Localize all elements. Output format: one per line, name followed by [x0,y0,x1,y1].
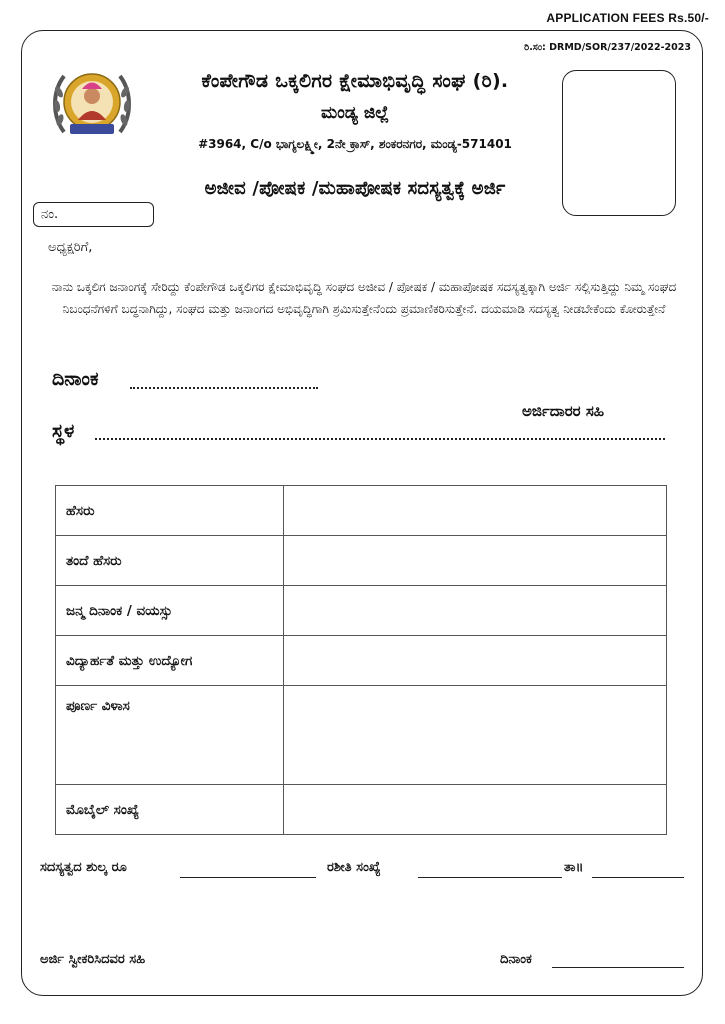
organization-name: ಕೆಂಪೇಗೌಡ ಒಕ್ಕಲಿಗರ ಕ್ಷೇಮಾಭಿವೃದ್ಧಿ ಸಂಘ (ರಿ). [201,70,509,92]
applicant-details-table [55,485,667,835]
table-row [56,686,667,785]
membership-fee-field[interactable] [180,876,316,878]
dated-label: ತಾ॥ [564,860,584,875]
application-fees: APPLICATION FEES Rs.50/- [546,11,709,25]
declaration-text: ನಾನು ಒಕ್ಕಲಿಗ ಜನಾಂಗಕ್ಕೆ ಸೇರಿದ್ದು ಕೆಂಪೇಗೌಡ ಒಕ್ಕಲಿಗರ ಕ್ಷೇಮಾಭಿವೃದ್ಧಿ ಸಂಘದ ಅಜೀವ / ಪೋಷಕ / ಮಹಾಪೋಷಕ ಸದಸ್ಯತ್ವಕ್ಕಾಗಿ ಅರ್ಜಿ ಸಲ್ಲಿಸುತ್ತಿದ್ದು ನಿಮ್ಮ ಸಂಘದ ನಿಬಂಧನೆಗಳಿಗೆ ಬದ್ಧನಾಗಿದ್ದು, ಸಂಘದ ಮತ್ತು ಜನಾಂಗದ ಅಭಿವೃದ್ಧಿಗಾಗಿ ಶ್ರಮಿಸುತ್ತೇನೆಂದು ಪ್ರಮಾಣಿಕರಿಸುತ್ತೇನೆ. ದಯಮಾಡಿ ಸದಸ್ಯತ್ವ ನೀಡಬೇಕೆಂದು ಕೋರುತ್ತೇನೆ [51,280,677,316]
receipt-number-field[interactable] [418,876,562,878]
full-address-field[interactable] [283,686,666,785]
name-label: ಹೆಸರು [56,486,284,536]
table-row [56,586,667,636]
education-occupation-label: ವಿದ್ಯಾರ್ಹತೆ ಮತ್ತು ಉದ್ಯೋಗ [56,636,284,686]
education-occupation-field[interactable] [283,636,666,686]
mobile-number-label: ಮೊಬೈಲ್ ಸಂಖ್ಯೆ [56,785,284,835]
receipt-number-label: ರಶೀತಿ ಸಂಖ್ಯೆ [327,860,381,875]
table-row [56,785,667,835]
organization-address: #3964, C/o ಭಾಗ್ಯಲಕ್ಷ್ಮೀ, 2ನೇ ಕ್ರಾಸ್, ಶಂಕರನಗರ, ಮಂಡ್ಯ-571401 [198,137,512,151]
district-name: ಮಂಡ್ಯ ಜಿಲ್ಲೆ [321,103,389,123]
dated-field[interactable] [592,876,684,878]
father-name-field[interactable] [283,536,666,586]
membership-fee-label: ಸದಸ್ಯತ್ವದ ಶುಲ್ಕ ರೂ [40,860,127,875]
form-number-label: ನಂ. [41,207,59,222]
acceptor-signature-label: ಅರ್ಜಿ ಸ್ವೀಕರಿಸಿದವರ ಸಹಿ [40,952,146,967]
name-field[interactable] [283,486,666,536]
full-address-label: ಪೂರ್ಣ ವಿಳಾಸ [56,686,284,785]
acceptance-date-label: ದಿನಾಂಕ [500,952,532,967]
table-row [56,536,667,586]
place-field[interactable] [95,424,665,440]
date-label: ದಿನಾಂಕ [52,368,99,390]
place-label: ಸ್ಥಳ [52,420,75,442]
table-row [56,486,667,536]
dob-age-label: ಜನ್ಮ ದಿನಾಂಕ / ವಯಸ್ಸು [56,586,284,636]
photo-box [562,70,676,216]
registration-number: ರಿ.ಸಂ: DRMD/SOR/237/2022-2023 [524,42,691,53]
dob-age-field[interactable] [283,586,666,636]
form-title: ಅಜೀವ /ಪೋಷಕ /ಮಹಾಪೋಷಕ ಸದಸ್ಯತ್ವಕ್ಕೆ ಅರ್ಜಿ [204,178,506,199]
form-number-field[interactable] [33,202,154,227]
father-name-label: ತಂದೆ ಹೆಸರು [56,536,284,586]
date-field[interactable] [130,373,318,389]
table-row [56,636,667,686]
mobile-number-field[interactable] [283,785,666,835]
applicant-signature-label: ಅರ್ಜಿದಾರರ ಸಹಿ [522,402,605,420]
salutation: ಅಧ್ಯಕ್ಷರಿಗೆ, [48,240,93,255]
emblem-portrait-icon [50,62,134,146]
acceptance-date-field[interactable] [552,966,684,968]
